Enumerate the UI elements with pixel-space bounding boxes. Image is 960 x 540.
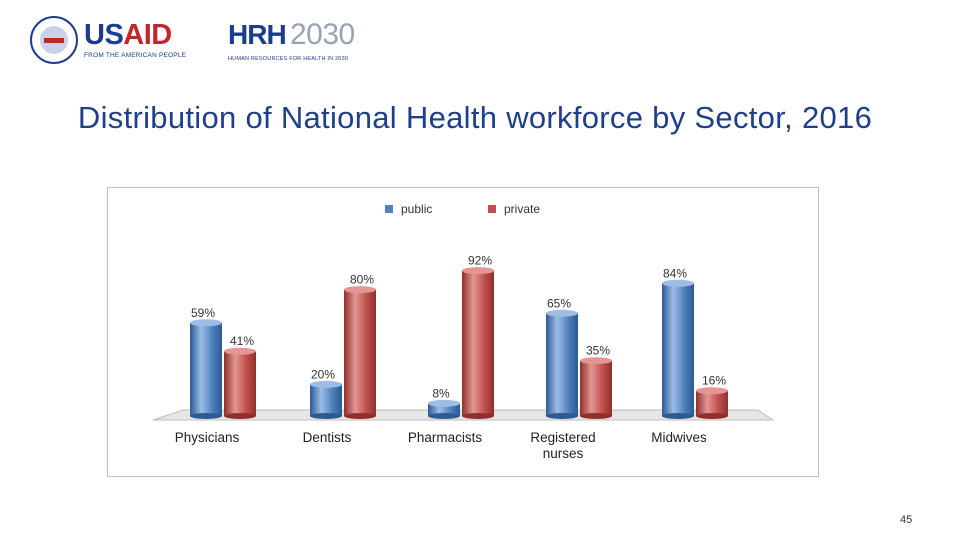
category-label: Physicians bbox=[174, 430, 240, 445]
data-label: 35% bbox=[585, 343, 611, 358]
bar-base-private bbox=[696, 413, 728, 419]
bar-base-private bbox=[462, 413, 494, 419]
bar-base-private bbox=[580, 413, 612, 419]
bar-top-public bbox=[546, 310, 578, 317]
category-label: Registered bbox=[530, 430, 596, 445]
bar-top-private bbox=[580, 357, 612, 364]
legend-swatch-private bbox=[488, 205, 496, 213]
data-label: 92% bbox=[467, 253, 493, 268]
hrh-year: 2030 bbox=[290, 18, 355, 51]
bar-public bbox=[310, 384, 342, 416]
usaid-seal-icon bbox=[30, 16, 78, 64]
bar-base-public bbox=[310, 413, 342, 419]
bar-top-public bbox=[428, 400, 460, 407]
bar-top-public bbox=[662, 280, 694, 287]
bar-chart bbox=[108, 188, 818, 476]
bar-top-private bbox=[224, 348, 256, 355]
data-label: 84% bbox=[662, 266, 688, 281]
bar-top-public bbox=[190, 319, 222, 326]
bar-base-public bbox=[428, 413, 460, 419]
legend-label-private: private bbox=[504, 202, 541, 216]
bar-top-private bbox=[462, 267, 494, 274]
hrh2030-logo bbox=[228, 20, 378, 66]
category-label: Dentists bbox=[302, 430, 352, 445]
data-label: 65% bbox=[546, 296, 572, 311]
bar-top-private bbox=[344, 286, 376, 293]
hrh-tagline: HUMAN RESOURCES FOR HEALTH IN 2030 bbox=[228, 56, 349, 62]
data-label: 8% bbox=[432, 386, 450, 401]
bar-private bbox=[462, 271, 494, 416]
bar-private bbox=[344, 290, 376, 416]
bar-base-private bbox=[224, 413, 256, 419]
data-label: 59% bbox=[190, 305, 216, 320]
bar-top-public bbox=[310, 381, 342, 388]
bar-private bbox=[696, 391, 728, 416]
hrh-wordmark: HRH bbox=[228, 19, 286, 50]
data-label: 16% bbox=[701, 373, 727, 388]
bar-base-public bbox=[546, 413, 578, 419]
usaid-tagline: FROM THE AMERICAN PEOPLE bbox=[84, 52, 187, 59]
page-number: 45 bbox=[900, 514, 913, 526]
bar-public bbox=[546, 313, 578, 416]
category-label: nurses bbox=[542, 446, 584, 461]
category-label: Pharmacists bbox=[407, 430, 483, 445]
bar-base-private bbox=[344, 413, 376, 419]
bar-private bbox=[224, 351, 256, 416]
category-label: Midwives bbox=[651, 430, 707, 445]
bar-public bbox=[190, 323, 222, 416]
bar-public bbox=[662, 283, 694, 416]
legend-swatch-public bbox=[385, 205, 393, 213]
chart-container bbox=[107, 187, 819, 477]
data-label: 80% bbox=[349, 272, 375, 287]
legend-label-public: public bbox=[401, 202, 433, 216]
data-label: 20% bbox=[310, 367, 336, 382]
slide-title: Distribution of National Health workforce by Sector, 2016 bbox=[77, 100, 873, 135]
bar-base-public bbox=[662, 413, 694, 419]
usaid-logo bbox=[30, 14, 200, 64]
bar-private bbox=[580, 361, 612, 416]
usaid-wordmark: USAID bbox=[84, 19, 172, 51]
bar-top-private bbox=[696, 387, 728, 394]
bar-base-public bbox=[190, 413, 222, 419]
data-label: 41% bbox=[229, 334, 255, 349]
